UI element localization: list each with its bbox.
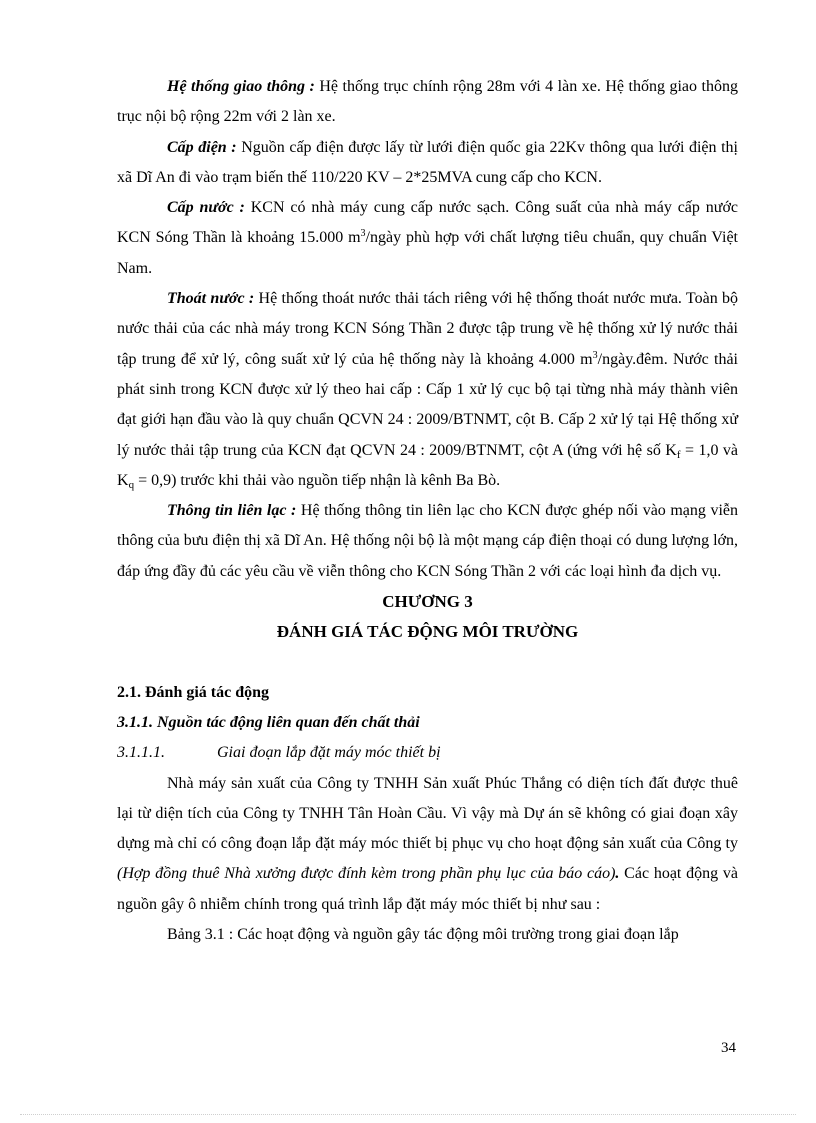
heading-text: Giai đoạn lắp đặt máy móc thiết bị <box>217 744 441 762</box>
heading-3-1-1-1 <box>117 738 738 768</box>
chapter-title: ĐÁNH GIÁ TÁC ĐỘNG MÔI TRƯỜNG <box>276 622 579 642</box>
paragraph-thoat-nuoc <box>117 284 738 496</box>
text-body-dot: . <box>615 865 620 883</box>
text-body-italic: (Hợp đồng thuê Nhà xưởng được đính kèm trong phần phụ lục của báo cáo) <box>117 865 616 883</box>
text-cap-nuoc-2: /ngày phù hợp với chất lượng tiêu chuẩn, quy chuẩn Việt Nam. <box>117 229 739 277</box>
text-thoat-nuoc-2: /ngày.đêm. Nước thải phát sinh trong KCN được xử lý theo hai cấp : Cấp 1 xử lý cục bộ tại từng nhà máy thành viên đạt giới hạn đầu vào là quy chuẩn QCVN 24 : 2009/BTNMT, cột B. Cấp 2 xử lý tại Hệ thống xử lý nước thải tập trung của KCN đạt QCVN 24 : 2009/BTNMT, cột A (ứng với hệ số K <box>117 350 738 459</box>
text-cap-nuoc-1: KCN có nhà máy cung cấp nước sạch. Công suất của nhà máy cấp nước KCN Sóng Thần là khoảng 15.000 m <box>117 199 739 247</box>
paragraph-giai-doan-lap-dat <box>117 769 738 920</box>
superscript-3: 3 <box>360 228 366 240</box>
page-bottom-divider <box>20 1114 796 1115</box>
text-thoat-nuoc-3: = 1,0 và K <box>117 441 738 489</box>
paragraph-lien-lac <box>117 496 738 587</box>
heading-number: 3.1.1.1. <box>117 744 165 762</box>
lead-thoat-nuoc: Thoát nước : <box>167 290 255 308</box>
document-page <box>117 72 738 950</box>
lead-cap-dien: Cấp điện : <box>167 138 237 156</box>
lead-giao-thong: Hệ thống giao thông : <box>167 78 315 95</box>
text-cap-dien: Nguồn cấp điện được lấy từ lưới điện quốc gia 22Kv thông qua lưới điện thị xã Dĩ An đi vào trạm biến thế 110/220 KV – 2*25MVA cung cấp cho KCN. <box>117 138 738 186</box>
paragraph-cap-nuoc <box>117 193 738 284</box>
text-body-1: Nhà máy sản xuất của Công ty TNHH Sản xuất Phúc Thắng có diện tích đất được thuê lại từ diện tích của Công ty TNHH Tân Hoàn Cầu. Vì vậy mà Dự án sẽ không có giai đoạn xây dựng mà chỉ có công đoạn lắp đặt máy móc thiết bị phục vụ cho hoạt động sản xuất của Công ty <box>117 774 738 853</box>
text-thoat-nuoc-4: = 0,9) trước khi thải vào nguồn tiếp nhận là kênh Ba Bò. <box>134 471 501 489</box>
table-caption: Bảng 3.1 : Các hoạt động và nguồn gây tác động môi trường trong giai đoạn lắp <box>167 926 679 944</box>
paragraph-giao-thong <box>117 72 738 133</box>
heading-2-1: 2.1. Đánh giá tác động <box>117 683 270 701</box>
text-giao-thong: Hệ thống trục chính rộng 28m với 4 làn xe. Hệ thống giao thông trục nội bộ rộng 22m với 2 làn xe. <box>117 78 738 126</box>
subscript-f: f <box>676 448 681 461</box>
text-body-2: Các hoạt động và nguồn gây ô nhiễm chính trong quá trình lắp đặt máy móc thiết bị như sau : <box>117 865 738 913</box>
text-lien-lac: Hệ thống thông tin liên lạc cho KCN được ghép nối vào mạng viễn thông của bưu điện thị xã Dĩ An. Hệ thống nội bộ là một mạng cáp điện thoại có dung lượng lớn, đáp ứng đầy đủ các yêu cầu về viễn thông cho KCN Sóng Thần 2 với các loại hình đa dịch vụ. <box>117 502 739 580</box>
lead-cap-nuoc: Cấp nước : <box>167 199 245 217</box>
text-thoat-nuoc-1: Hệ thống thoát nước thải tách riêng với hệ thống thoát nước mưa. Toàn bộ nước thải của các nhà máy trong KCN Sóng Thần 2 được tập trung về hệ thống xử lý nước thải tập trung để xử lý, công suất xử lý của hệ thống này là khoảng 4.000 m <box>117 290 738 368</box>
lead-lien-lac: Thông tin liên lạc : <box>167 502 297 520</box>
spacer <box>117 648 738 678</box>
heading-3-1-1: 3.1.1. Nguồn tác động liên quan đến chất thải <box>117 713 420 731</box>
subscript-q: q <box>128 478 135 491</box>
chapter-number: CHƯƠNG 3 <box>382 592 473 612</box>
page-number: 34 <box>721 1040 736 1056</box>
paragraph-cap-dien <box>117 133 738 194</box>
superscript-3: 3 <box>592 349 598 361</box>
